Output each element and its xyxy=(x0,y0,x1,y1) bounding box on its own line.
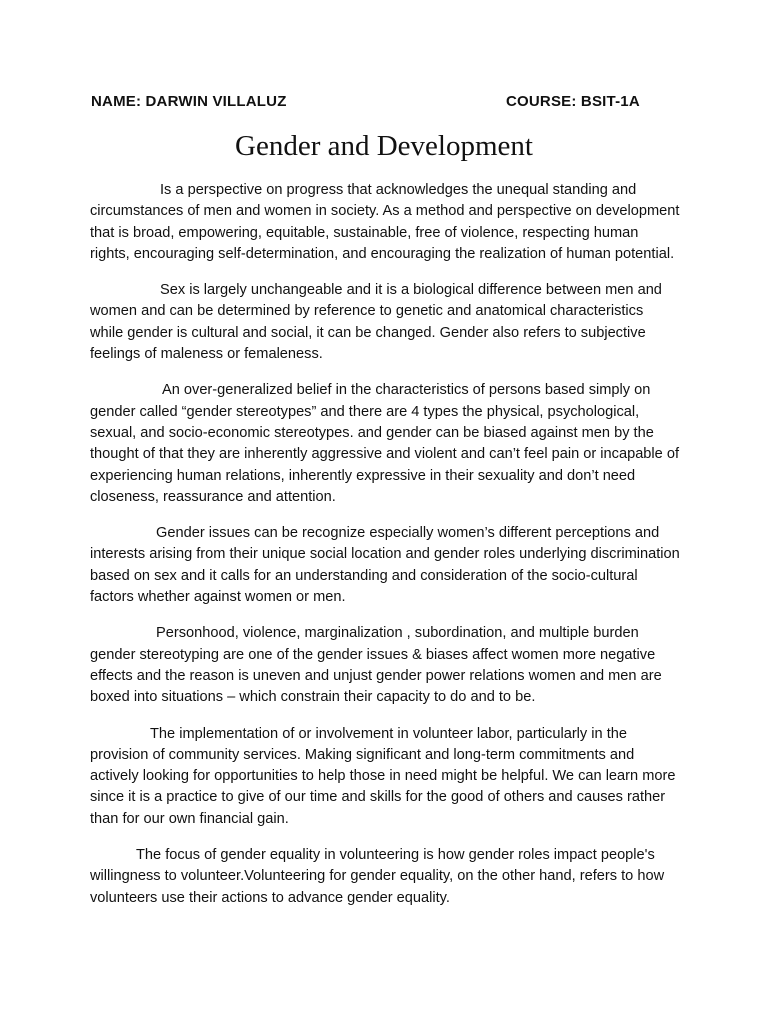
paragraph-text: The implementation of or involvement in volunteer labor, particularly in the provision of community services. Making significant and long-term commitments and actively looking for opportunities to help those in need might be helpful. We can learn more since it is a practice to give of our time and skills for the good of others and causes rather than for our own financial gain. xyxy=(90,725,676,827)
student-name: NAME: DARWIN VILLALUZ xyxy=(91,93,287,110)
paragraph-text: The focus of gender equality in volunteering is how gender roles impact people's willingness to volunteer.Volunteering for gender equality, on the other hand, refers to how volunteers use their actions to advance gender equality. xyxy=(90,847,665,906)
paragraph-text: Sex is largely unchangeable and it is a biological difference between men and women and can be determined by reference to genetic and anatomical characteristics while gender is cultural and social, it can be changed. Gender also refers to subjective feelings of maleness or femaleness. xyxy=(90,282,662,363)
paragraph-volunteer-labor xyxy=(90,724,680,830)
paragraph-sex-vs-gender xyxy=(90,280,680,365)
paragraph-definition xyxy=(90,180,680,265)
paragraph-gender-issues xyxy=(90,523,680,608)
paragraph-text: Personhood, violence, marginalization , subordination, and multiple burden gender stereotyping are one of the gender issues & biases affect women more negative effects and the reason is uneven and unjust gender power relations women and men are boxed into situations – which constrain their capacity to do and to be. xyxy=(90,625,662,706)
paragraph-text: An over-generalized belief in the characteristics of persons based simply on gender called “gender stereotypes” and there are 4 types the physical, psychological, sexual, and socio-economic stereotypes. and gender can be biased against men by the thought of that they are inherently aggressive and violent and can’t feel pain or incapable of experiencing human relations, inherently expressive in their sexuality and don’t need closeness, reassurance and attention. xyxy=(90,382,680,505)
student-course: COURSE: BSIT-1A xyxy=(506,93,640,110)
paragraph-text: Gender issues can be recognize especially women’s different perceptions and interests arising from their unique social location and gender roles underlying discrimination based on sex and it calls for an understanding and consideration of the socio-cultural factors whether against women or men. xyxy=(90,525,680,606)
paragraph-personhood xyxy=(90,623,680,708)
document-title: Gender and Development xyxy=(235,130,533,162)
paragraph-gender-equality xyxy=(90,845,680,909)
document-body xyxy=(90,180,680,924)
document-header xyxy=(91,93,691,115)
paragraph-text: Is a perspective on progress that acknowledges the unequal standing and circumstances of men and women in society. As a method and perspective on development that is broad, empowering, equitable, sustainable, free of violence, respecting human rights, encouraging self-determination, and encouraging the realization of human potential. xyxy=(90,182,680,262)
paragraph-stereotypes xyxy=(90,380,680,508)
